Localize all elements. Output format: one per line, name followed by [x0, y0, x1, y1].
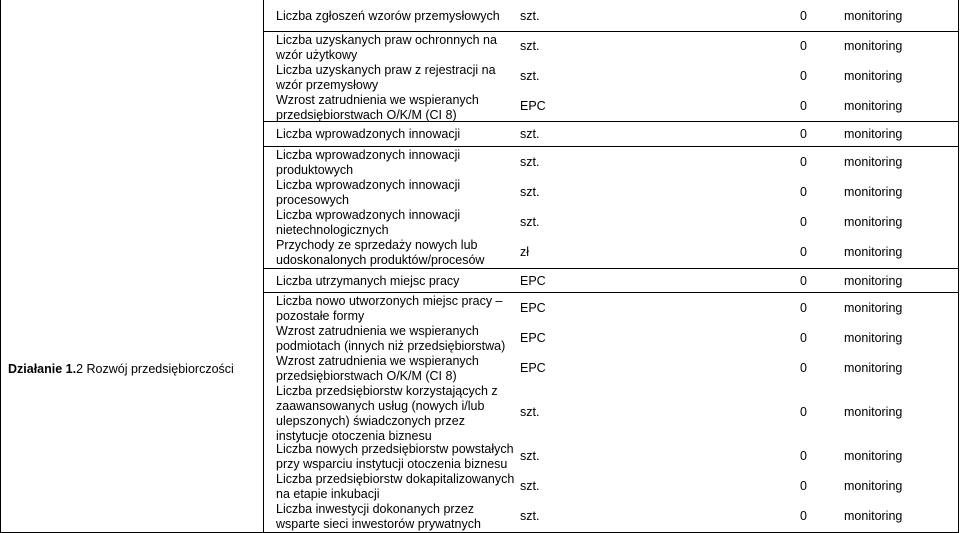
indicator-name: Liczba inwestycji dokonanych przez wsparte sieci inwestorów prywatnych — [276, 502, 481, 531]
border-left — [0, 0, 1, 533]
indicator-value: 0 — [800, 509, 807, 523]
indicator-value: 0 — [800, 215, 807, 229]
indicator-value: 0 — [800, 301, 807, 315]
indicator-value: 0 — [800, 155, 807, 169]
row-divider — [263, 146, 959, 147]
border-right — [958, 0, 959, 533]
action-label — [8, 362, 234, 377]
indicator-name: Liczba uzyskanych praw ochronnych na wzór użytkowy — [276, 33, 497, 62]
indicator-name: Liczba uzyskanych praw z rejestracji na wzór przemysłowy — [276, 63, 496, 92]
indicator-value: 0 — [800, 99, 807, 113]
indicator-unit: szt. — [520, 449, 540, 463]
indicator-status: monitoring — [844, 274, 903, 288]
indicator-status: monitoring — [844, 215, 903, 229]
indicator-status: monitoring — [844, 479, 903, 493]
indicator-name: Liczba nowo utworzonych miejsc pracy – pozostałe formy — [276, 294, 503, 323]
indicator-name: Liczba przedsiębiorstw korzystających z zaawansowanych usług (nowych i/lub ulepszonych) świadczonych przez instytucje otoczenia biznesu — [276, 384, 498, 443]
indicator-value: 0 — [800, 69, 807, 83]
row-divider — [263, 31, 959, 32]
indicator-unit: EPC — [520, 301, 546, 315]
indicator-name: Liczba zgłoszeń wzorów przemysłowych — [276, 9, 500, 23]
indicator-unit: szt. — [520, 39, 540, 53]
indicator-status: monitoring — [844, 331, 903, 345]
indicator-unit: EPC — [520, 274, 546, 288]
indicator-value: 0 — [800, 274, 807, 288]
indicator-status: monitoring — [844, 509, 903, 523]
row-divider — [263, 268, 959, 269]
indicator-value: 0 — [800, 479, 807, 493]
indicator-value: 0 — [800, 127, 807, 141]
indicator-name: Liczba wprowadzonych innowacji nietechnologicznych — [276, 208, 461, 237]
indicator-status: monitoring — [844, 361, 903, 375]
indicator-name: Liczba przedsiębiorstw dokapitalizowanych na etapie inkubacji — [276, 472, 515, 501]
indicator-value: 0 — [800, 9, 807, 23]
indicator-name: Liczba utrzymanych miejsc pracy — [276, 274, 460, 288]
indicator-name: Przychody ze sprzedaży nowych lub udoskonalonych produktów/procesów — [276, 238, 485, 267]
indicator-name: Liczba wprowadzonych innowacji produktowych — [276, 148, 461, 177]
indicator-value: 0 — [800, 185, 807, 199]
indicator-unit: szt. — [520, 405, 540, 419]
indicator-status: monitoring — [844, 449, 903, 463]
indicator-name: Liczba wprowadzonych innowacji — [276, 127, 461, 141]
indicator-status: monitoring — [844, 127, 903, 141]
indicator-value: 0 — [800, 331, 807, 345]
indicator-status: monitoring — [844, 245, 903, 259]
indicator-unit: szt. — [520, 127, 540, 141]
indicator-name: Wzrost zatrudnienia we wspieranych przedsiębiorstwach O/K/M (CI 8) — [276, 354, 479, 383]
indicator-value: 0 — [800, 449, 807, 463]
action-label-rest: 2 Rozwój przedsiębiorczości — [76, 362, 234, 376]
indicator-name: Wzrost zatrudnienia we wspieranych przedsiębiorstwach O/K/M (CI 8) — [276, 93, 479, 122]
indicator-unit: zł — [520, 245, 530, 259]
indicator-unit: szt. — [520, 185, 540, 199]
indicator-status: monitoring — [844, 301, 903, 315]
indicator-unit: szt. — [520, 9, 540, 23]
indicator-status: monitoring — [844, 9, 903, 23]
indicator-unit: szt. — [520, 69, 540, 83]
indicator-value: 0 — [800, 405, 807, 419]
indicator-status: monitoring — [844, 39, 903, 53]
indicator-status: monitoring — [844, 405, 903, 419]
indicator-unit: EPC — [520, 331, 546, 345]
indicator-value: 0 — [800, 245, 807, 259]
indicator-status: monitoring — [844, 69, 903, 83]
indicator-name: Liczba nowych przedsiębiorstw powstałych przy wsparciu instytucji otoczenia biznesu — [276, 442, 514, 471]
indicator-unit: EPC — [520, 361, 546, 375]
action-label-bold: Działanie 1. — [8, 362, 77, 376]
indicator-status: monitoring — [844, 155, 903, 169]
indicator-name: Wzrost zatrudnienia we wspieranych podmiotach (innych niż przedsiębiorstwa) — [276, 324, 506, 353]
indicator-unit: szt. — [520, 479, 540, 493]
indicator-unit: EPC — [520, 99, 546, 113]
indicator-status: monitoring — [844, 99, 903, 113]
indicator-value: 0 — [800, 361, 807, 375]
indicator-name: Liczba wprowadzonych innowacji procesowych — [276, 178, 461, 207]
divider-col-1 — [263, 0, 264, 533]
indicator-unit: szt. — [520, 215, 540, 229]
indicator-unit: szt. — [520, 509, 540, 523]
indicator-unit: szt. — [520, 155, 540, 169]
row-divider — [263, 292, 959, 293]
indicator-status: monitoring — [844, 185, 903, 199]
indicator-value: 0 — [800, 39, 807, 53]
